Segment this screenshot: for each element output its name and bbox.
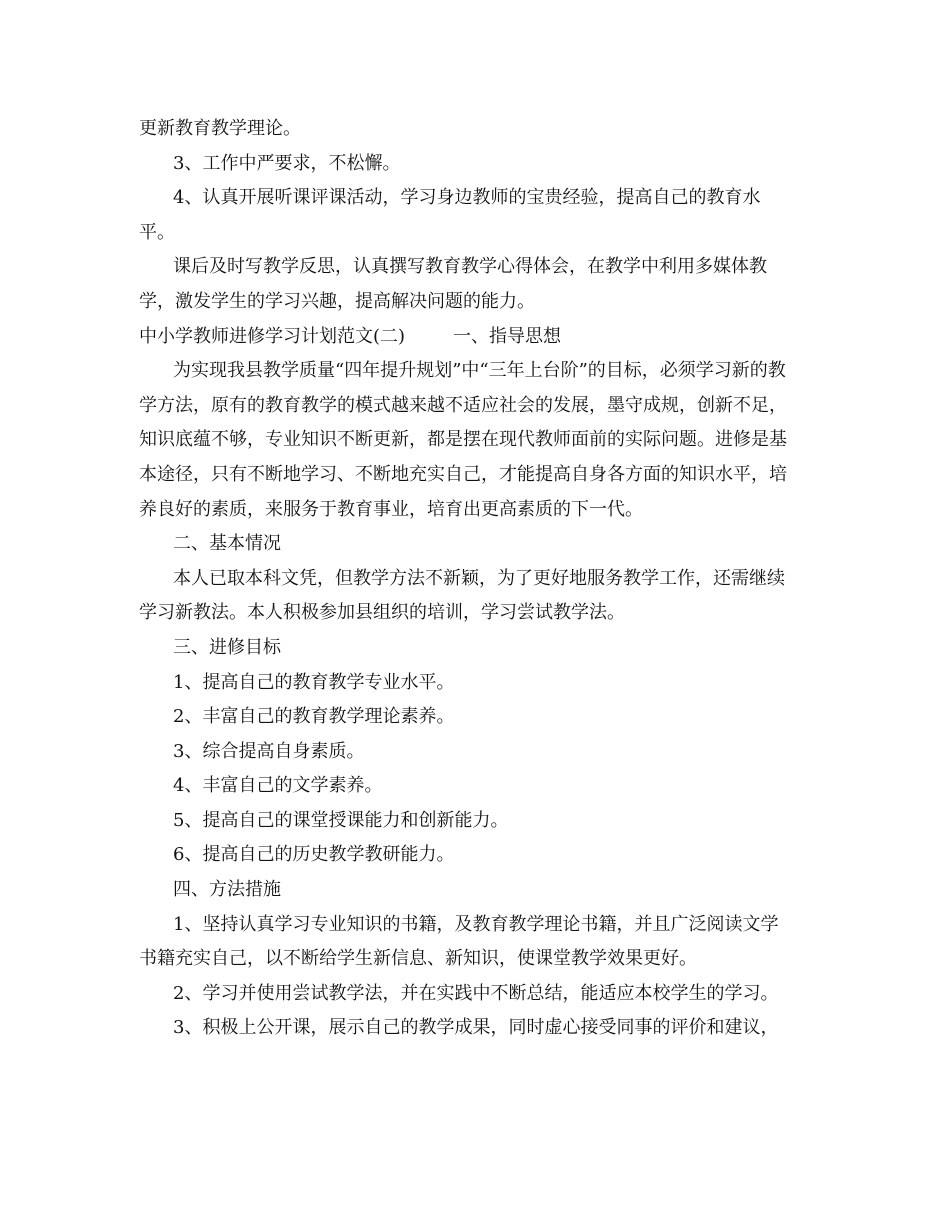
list-item: 5、提高自己的课堂授课能力和创新能力。 bbox=[173, 809, 509, 831]
section-subtitle: 一、指导思想 bbox=[453, 325, 562, 347]
list-item: 6、提高自己的历史教学教研能力。 bbox=[173, 844, 455, 866]
document-body bbox=[139, 112, 815, 1046]
list-item: 4、丰富自己的文学素养。 bbox=[173, 775, 383, 797]
section-heading bbox=[139, 320, 815, 355]
text-line: 知识底蕴不够，专业知识不断更新，都是摆在现代教师面前的实际问题。进修是基 bbox=[139, 429, 787, 451]
list-item: 3、积极上公开课，展示自己的教学成果，同时虚心接受同事的评价和建议， bbox=[173, 1017, 779, 1039]
list-item: 2、学习并使用尝试教学法，并在实践中不断总结，能适应本校学生的学习。 bbox=[173, 982, 779, 1004]
section-heading: 四、方法措施 bbox=[173, 879, 281, 901]
section-heading: 二、基本情况 bbox=[173, 533, 281, 555]
text-line: 学方法，原有的教育教学的模式越来越不适应社会的发展，墨守成规，创新不足， bbox=[139, 394, 787, 416]
text-line: 学，激发学生的学习兴趣，提高解决问题的能力。 bbox=[139, 290, 535, 312]
text-line: 书籍充实自己，以不断给学生新信息、新知识，使课堂教学效果更好。 bbox=[139, 948, 697, 970]
section-heading: 三、进修目标 bbox=[173, 636, 281, 658]
text-line: 3、工作中严要求，不松懈。 bbox=[173, 152, 401, 174]
text-line: 本人已取本科文凭，但教学方法不新颖，为了更好地服务教学工作，还需继续 bbox=[173, 567, 785, 589]
text-line: 更新教育教学理论。 bbox=[139, 118, 301, 139]
list-item: 3、综合提高自身素质。 bbox=[173, 740, 365, 762]
document-title: 中小学教师进修学习计划范文(二) bbox=[139, 325, 406, 347]
text-line: 养良好的素质，来服务于教育事业，培育出更高素质的下一代。 bbox=[139, 498, 643, 520]
list-item: 1、提高自己的教育教学专业水平。 bbox=[173, 671, 455, 693]
text-line: 学习新教法。本人积极参加县组织的培训，学习尝试教学法。 bbox=[139, 602, 625, 624]
text-line: 本途径，只有不断地学习、不断地充实自己，才能提高自身各方面的知识水平，培 bbox=[139, 463, 787, 485]
list-item: 1、坚持认真学习专业知识的书籍，及教育教学理论书籍，并且广泛阅读文学 bbox=[173, 913, 779, 935]
text-line: 课后及时写教学反思，认真撰写教育教学心得体会，在教学中利用多媒体教 bbox=[173, 256, 767, 278]
text-line: 4、认真开展听课评课活动，学习身边教师的宝贵经验，提高自己的教育水 bbox=[173, 187, 761, 209]
text-line: 平。 bbox=[139, 221, 175, 243]
list-item: 2、丰富自己的教育教学理论素养。 bbox=[173, 706, 455, 728]
text-line: 为实现我县教学质量“四年提升规划”中“三年上台阶”的目标，必须学习新的教 bbox=[173, 360, 786, 382]
